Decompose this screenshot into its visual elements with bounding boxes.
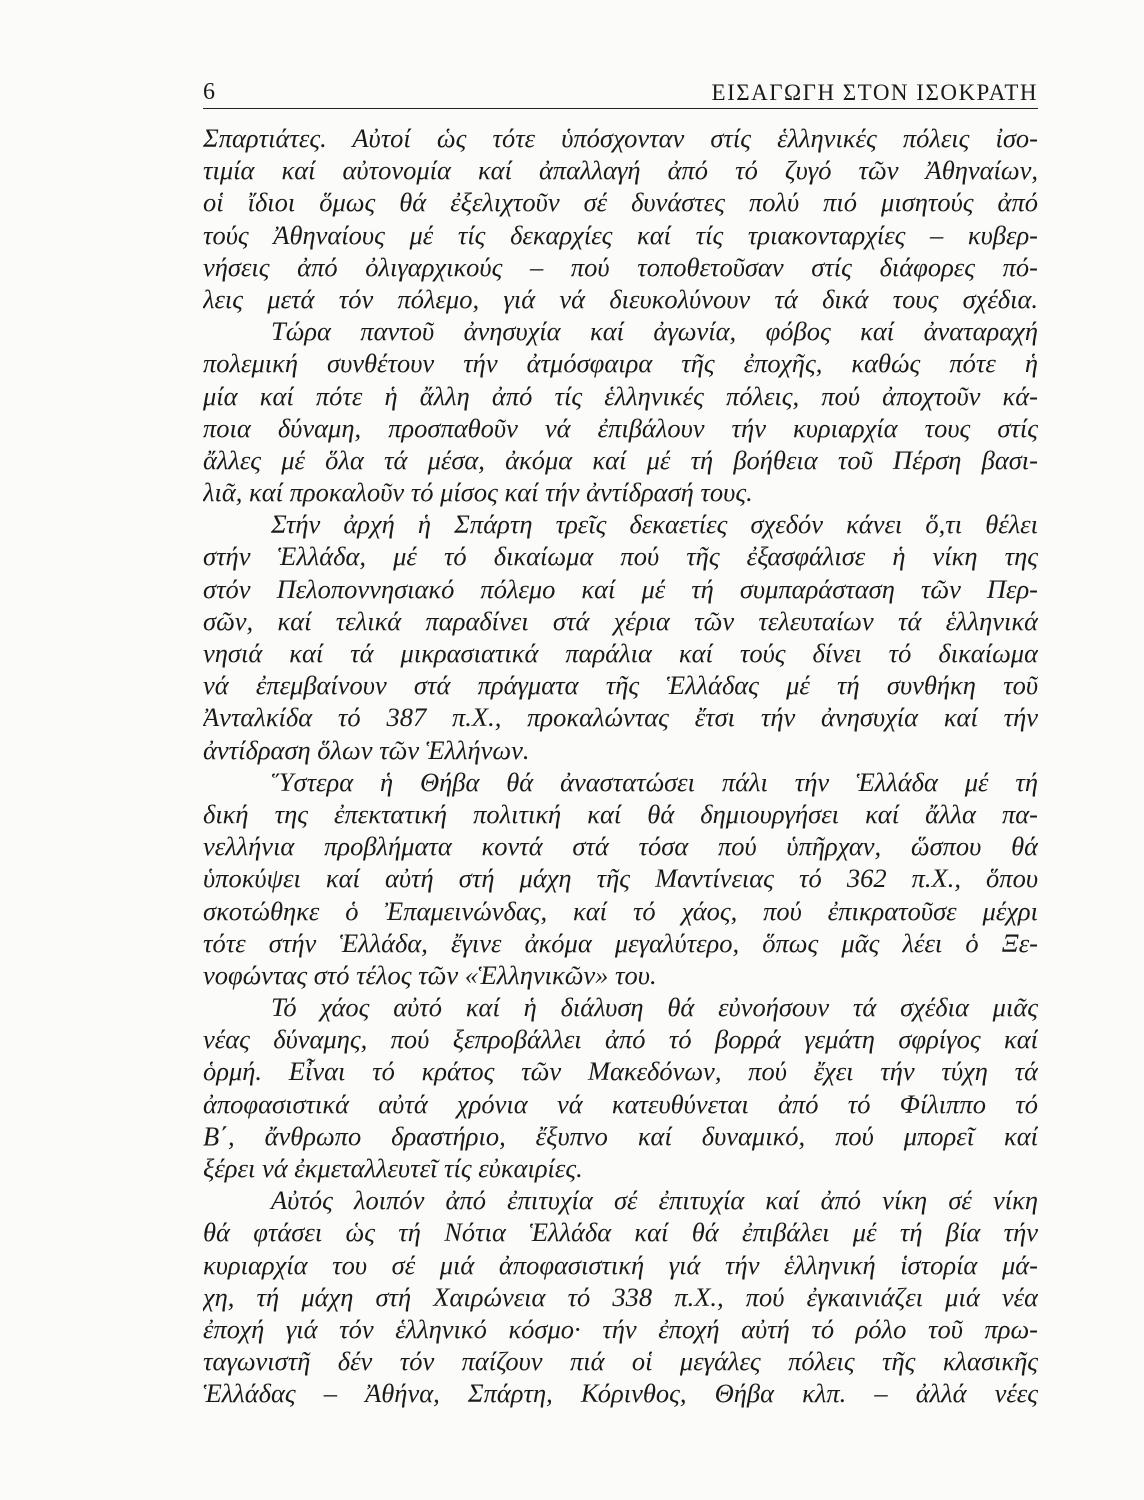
paragraph — [203, 508, 1038, 766]
text-line: νά ἐπεμβαίνουν στά πράγματα τῆς Ἑλλάδας μέ τή συνθήκη τοῦ — [203, 670, 1038, 701]
text-line: οἱ ἴδιοι ὅμως θά ἐξελιχτοῦν σέ δυνάστες πολύ πιό μισητούς ἀπό — [203, 187, 1038, 218]
text-line: Τό χάος αὐτό καί ἡ διάλυση θά εὐνοήσουν τά σχέδια μιᾶς — [271, 992, 1038, 1023]
text-line: ταγωνιστῆ δέν τόν παίζουν πιά οἱ μεγάλες πόλεις τῆς κλασικῆς — [203, 1346, 1038, 1377]
body-text — [203, 122, 1038, 1410]
text-line: Στήν ἀρχή ἡ Σπάρτη τρεῖς δεκαετίες σχεδόν κάνει ὅ,τι θέλει — [271, 509, 1038, 540]
text-line: νησιά καί τά μικρασιατικά παράλια καί τούς δίνει τό δικαίωμα — [203, 638, 1038, 668]
text-line: στόν Πελοποννησιακό πόλεμο καί μέ τή συμπαράσταση τῶν Περ- — [203, 573, 1038, 604]
text-line: τότε στήν Ἑλλάδα, ἔγινε ἀκόμα μεγαλύτερο, ὅπως μᾶς λέει ὁ Ξε- — [203, 927, 1038, 958]
text-line: ποια δύναμη, προσπαθοῦν νά ἐπιβάλουν τήν κυριαρχία τους στίς — [203, 412, 1038, 443]
header-rule — [203, 108, 1038, 109]
page-header — [203, 66, 1038, 106]
text-line: νέας δύναμης, πού ξεπροβάλλει ἀπό τό βορρά γεμάτη σφρίγος καί — [203, 1024, 1038, 1055]
text-line: ἐποχή γιά τόν ἑλληνικό κόσμο· τήν ἐποχή αὐτή τό ρόλο τοῦ πρω- — [203, 1313, 1038, 1344]
text-line: Ἀνταλκίδα τό 387 π.Χ., προκαλώντας ἔτσι τήν ἀνησυχία καί τήν — [203, 702, 1038, 733]
running-title: ΕΙΣΑΓΩΓΗ ΣΤΟΝ ΙΣΟΚΡΑΤΗ — [711, 80, 1038, 105]
text-line: λιᾶ, καί προκαλοῦν τό μίσος καί τήν ἀντίδρασή τους. — [203, 477, 753, 508]
paragraph — [203, 991, 1038, 1184]
text-line: ἀποφασιστικά αὐτά χρόνια νά κατευθύνεται ἀπό τό Φίλιππο τό — [203, 1088, 1038, 1119]
text-line: Αὐτός λοιπόν ἀπό ἐπιτυχία σέ ἐπιτυχία καί ἀπό νίκη σέ νίκη — [271, 1185, 1038, 1216]
text-line: κυριαρχία του σέ μιά ἀποφασιστική γιά τήν ἑλληνική ἱστορία μά- — [203, 1249, 1038, 1280]
text-line: μία καί πότε ἡ ἄλλη ἀπό τίς ἑλληνικές πόλεις, πού ἀποχτοῦν κά- — [203, 380, 1038, 411]
text-line: ὑποκύψει καί αὐτή στή μάχη τῆς Μαντίνειας τό 362 π.Χ., ὅπου — [203, 863, 1038, 894]
text-line: χη, τή μάχη στή Χαιρώνεια τό 338 π.Χ., πού ἐγκαινιάζει μιά νέα — [203, 1281, 1038, 1312]
text-line: ἀντίδραση ὅλων τῶν Ἑλλήνων. — [203, 734, 530, 765]
page-number: 6 — [203, 79, 215, 105]
text-line: νοφώντας στό τέλος τῶν «Ἑλληνικῶν» του. — [203, 959, 657, 990]
text-line: λεις μετά τόν πόλεμο, γιά νά διευκολύνουν τά δικά τους σχέδια. — [203, 283, 1038, 314]
paragraph — [203, 766, 1038, 991]
paragraph — [203, 122, 1038, 315]
text-line: Β΄, ἄνθρωπο δραστήριο, ἔξυπνο καί δυναμικό, πού μπορεῖ καί — [203, 1120, 1038, 1151]
text-line: σκοτώθηκε ὁ Ἐπαμεινώνδας, καί τό χάος, πού ἐπικρατοῦσε μέχρι — [203, 895, 1038, 926]
text-line: Ὕστερα ἡ Θήβα θά ἀναστατώσει πάλι τήν Ἑλλάδα μέ τή — [271, 766, 1038, 797]
text-line: θά φτάσει ὡς τή Νότια Ἑλλάδα καί θά ἐπιβάλει μέ τή βία τήν — [203, 1217, 1038, 1248]
paragraph — [203, 1184, 1038, 1409]
text-line: ἄλλες μέ ὅλα τά μέσα, ἀκόμα καί μέ τή βοήθεια τοῦ Πέρση βασι- — [203, 444, 1038, 475]
text-line: νήσεις ἀπό ὀλιγαρχικούς – πού τοποθετοῦσαν στίς διάφορες πό- — [203, 251, 1038, 282]
text-line: ὁρμή. Εἶναι τό κράτος τῶν Μακεδόνων, πού ἔχει τήν τύχη τά — [203, 1056, 1038, 1087]
text-line: στήν Ἑλλάδα, μέ τό δικαίωμα πού τῆς ἐξασφάλισε ἡ νίκη της — [203, 541, 1038, 572]
text-line: νελλήνια προβλήματα κοντά στά τόσα πού ὑπῆρχαν, ὥσπου θά — [203, 831, 1038, 862]
text-line: δική της ἐπεκτατική πολιτική καί θά δημιουργήσει καί ἄλλα πα- — [203, 798, 1038, 829]
paragraph — [203, 315, 1038, 508]
text-line: τούς Ἀθηναίους μέ τίς δεκαρχίες καί τίς τριακονταρχίες – κυβερ- — [203, 219, 1038, 250]
text-line: σῶν, καί τελικά παραδίνει στά χέρια τῶν τελευταίων τά ἑλληνικά — [203, 605, 1038, 636]
text-line: Σπαρτιάτες. Αὐτοί ὡς τότε ὑπόσχονταν στίς ἑλληνικές πόλεις ἰσο- — [203, 123, 1038, 153]
text-line: Ἑλλάδας – Ἀθήνα, Σπάρτη, Κόρινθος, Θήβα κλπ. – ἀλλά νέες — [203, 1378, 1038, 1409]
text-line: τιμία καί αὐτονομία καί ἀπαλλαγή ἀπό τό ζυγό τῶν Ἀθηναίων, — [203, 155, 1038, 186]
text-line: Τώρα παντοῦ ἀνησυχία καί ἀγωνία, φόβος καί ἀναταραχή — [271, 316, 1038, 347]
text-line: πολεμική συνθέτουν τήν ἀτμόσφαιρα τῆς ἐποχῆς, καθώς πότε ἡ — [203, 348, 1038, 379]
text-line: ξέρει νά ἐκμεταλλευτεῖ τίς εὐκαιρίες. — [203, 1153, 583, 1183]
